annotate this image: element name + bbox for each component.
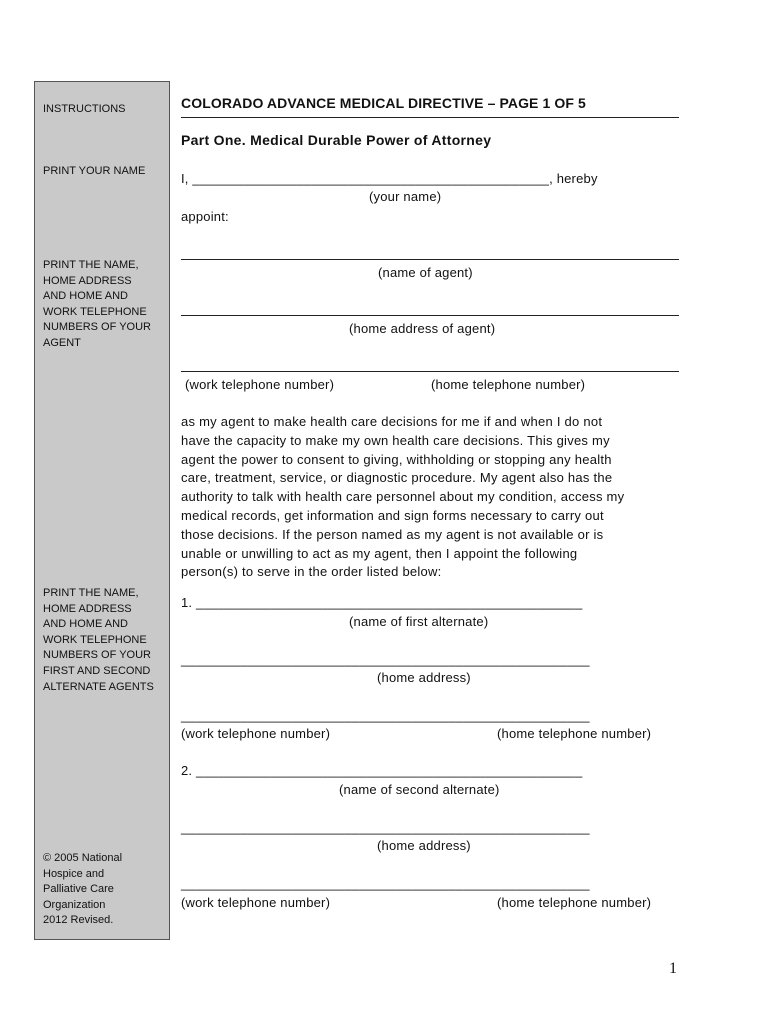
second-alternate-name-field[interactable]: 2. ____________________________________________________ xyxy=(181,763,583,778)
first-alternate-phone-field[interactable]: _______________________________________________________ xyxy=(181,708,590,723)
paragraph-line: those decisions. If the person named as my agent is not available or is xyxy=(181,526,604,542)
paragraph-line: as my agent to make health care decisions for me if and when I do not xyxy=(181,414,603,429)
second-alternate-work-phone-label: (work telephone number) xyxy=(181,895,331,910)
principal-name-field[interactable]: I, ________________________________________________, hereby xyxy=(181,171,598,186)
second-alternate-address-field[interactable]: _______________________________________________________ xyxy=(181,820,590,835)
first-alternate-home-phone-label: (home telephone number) xyxy=(497,726,652,741)
agent-name-field[interactable] xyxy=(181,259,679,260)
your-name-label: (your name) xyxy=(369,189,442,204)
paragraph-line: care, treatment, service, or diagnostic procedure. My agent also has the xyxy=(181,470,613,486)
agent-address-label: (home address of agent) xyxy=(349,321,496,336)
second-alternate-address-label: (home address) xyxy=(377,838,471,853)
agent-name-label: (name of agent) xyxy=(378,265,473,280)
first-alternate-address-label: (home address) xyxy=(377,670,471,685)
sidebar-instructions-heading: INSTRUCTIONS xyxy=(43,103,126,115)
page-title: COLORADO ADVANCE MEDICAL DIRECTIVE – PAGE 1 OF 5 xyxy=(181,95,586,111)
paragraph-line: have the capacity to make my own health care decisions. This gives my xyxy=(181,432,610,448)
first-alternate-work-phone-label: (work telephone number) xyxy=(181,726,331,741)
title-divider xyxy=(181,117,679,118)
paragraph-line: unable or unwilling to act as my agent, then I appoint the following xyxy=(181,545,578,561)
first-alternate-label: (name of first alternate) xyxy=(349,614,489,629)
sidebar-agent-instructions: PRINT THE NAME, HOME ADDRESS AND HOME AND WORK TELEPHONE NUMBERS OF YOUR AGENT xyxy=(43,259,151,349)
appoint-label: appoint: xyxy=(181,209,229,224)
agent-work-phone-label: (work telephone number) xyxy=(185,377,335,392)
sidebar-alternate-instructions: PRINT THE NAME, HOME ADDRESS AND HOME AND WORK TELEPHONE NUMBERS OF YOUR FIRST AND SECOND ALTERNATE AGENTS xyxy=(43,587,154,693)
second-alternate-phone-field[interactable]: _______________________________________________________ xyxy=(181,876,590,891)
agent-address-field[interactable] xyxy=(181,315,679,316)
page-number: 1 xyxy=(669,960,677,977)
agent-phone-field[interactable] xyxy=(181,371,679,372)
agent-home-phone-label: (home telephone number) xyxy=(431,377,586,392)
second-alternate-label: (name of second alternate) xyxy=(339,782,500,797)
authority-paragraph xyxy=(181,413,681,582)
sidebar-print-name: PRINT YOUR NAME xyxy=(43,165,146,177)
second-alternate-home-phone-label: (home telephone number) xyxy=(497,895,652,910)
instructions-sidebar xyxy=(34,81,170,940)
sidebar-copyright: © 2005 National Hospice and Palliative Care Organization 2012 Revised. xyxy=(43,852,123,927)
paragraph-line: agent the power to consent to giving, withholding or stopping any health xyxy=(181,451,612,467)
section-heading: Part One. Medical Durable Power of Attorney xyxy=(181,132,492,148)
paragraph-line: authority to talk with health care personnel about my condition, access my xyxy=(181,489,625,505)
paragraph-line: person(s) to serve in the order listed below: xyxy=(181,564,442,580)
first-alternate-name-field[interactable]: 1. ____________________________________________________ xyxy=(181,595,583,610)
paragraph-line: medical records, get information and sign forms necessary to carry out xyxy=(181,507,604,523)
first-alternate-address-field[interactable]: _______________________________________________________ xyxy=(181,652,590,667)
